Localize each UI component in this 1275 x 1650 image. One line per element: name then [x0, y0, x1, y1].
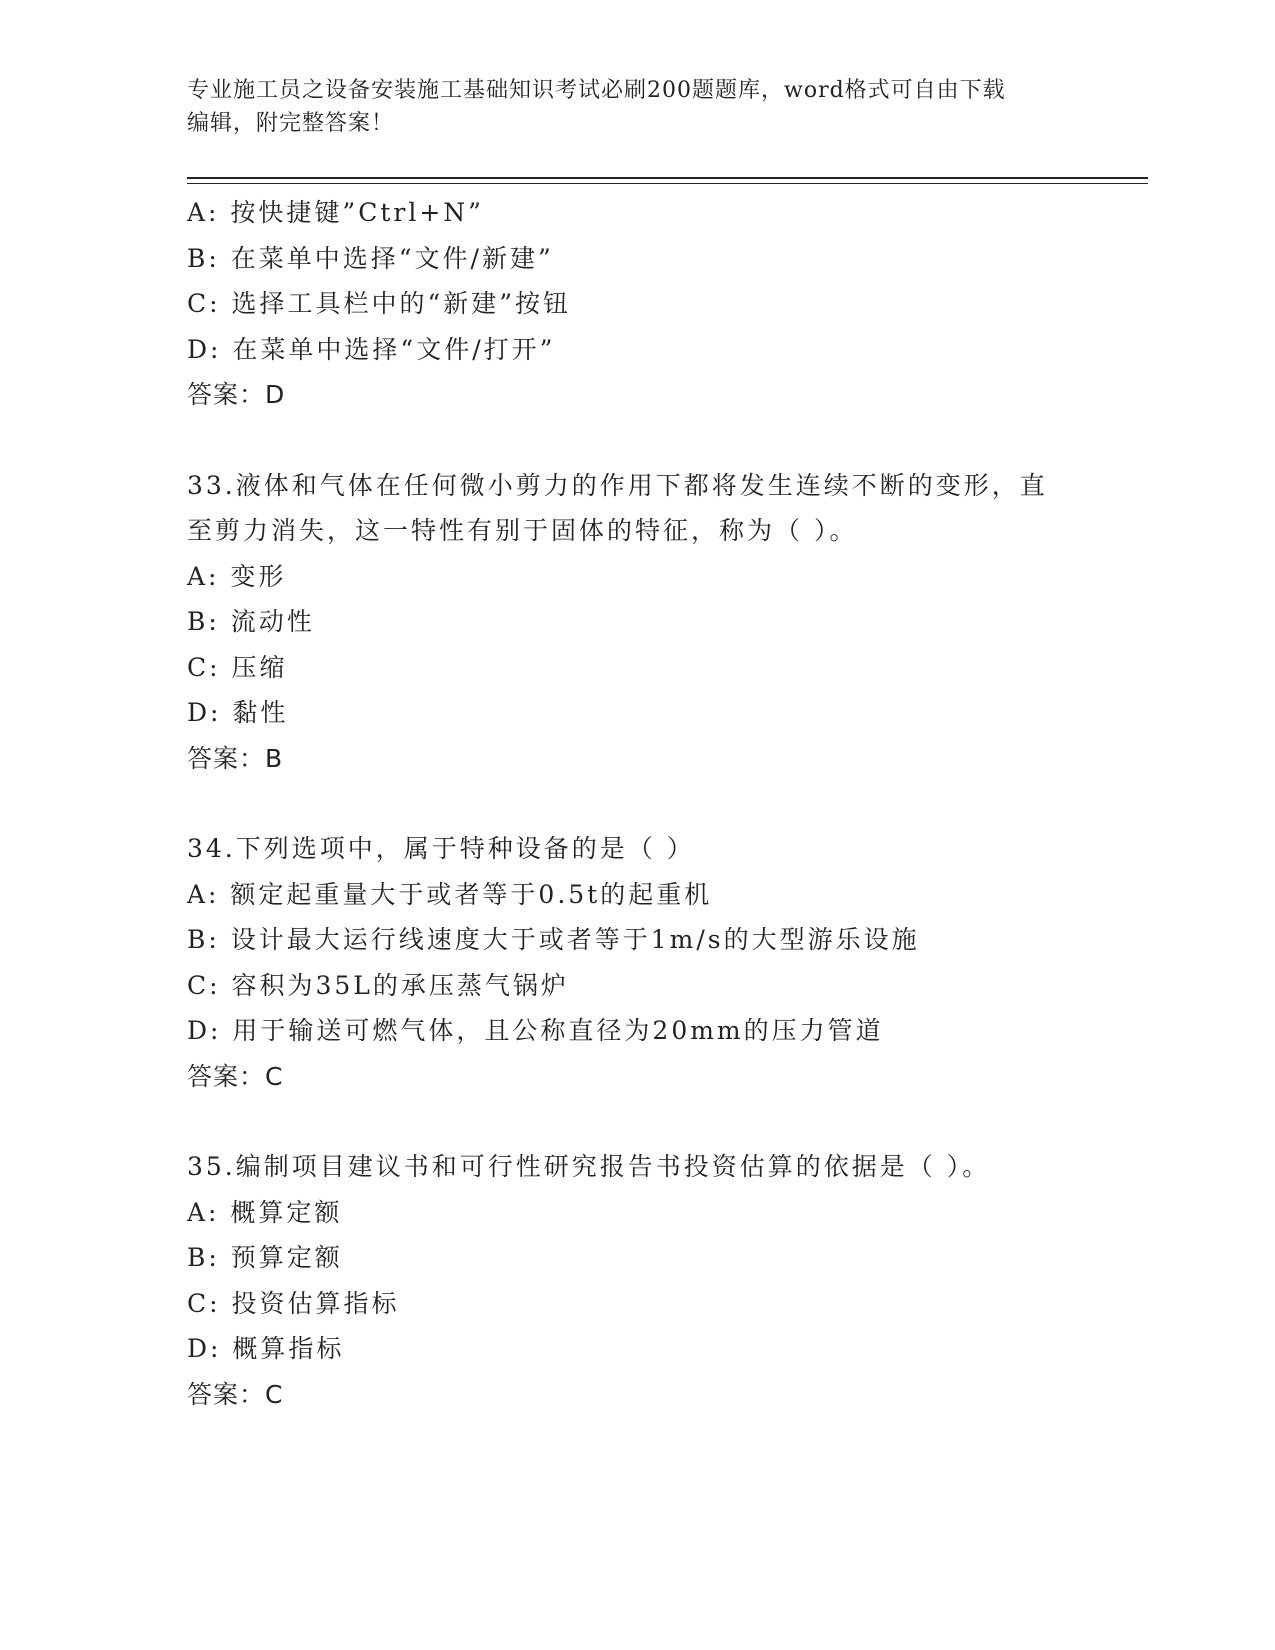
q35-stem: 35.编制项目建议书和可行性研究报告书投资估算的依据是（ ）。: [187, 1152, 991, 1181]
q33-option-c: C: 压缩: [187, 652, 288, 682]
q33-answer: 答案：B: [187, 743, 284, 773]
q34-option-b: B: 设计最大运行线速度大于或者等于1m/s的大型游乐设施: [187, 925, 920, 954]
q32-option-c: C: 选择工具栏中的“新建”按钮: [187, 289, 572, 318]
question-34: [187, 826, 1087, 1099]
q34-option-d: D: 用于输送可燃气体，且公称直径为20mm的压力管道: [187, 1016, 884, 1045]
q35-option-c: C: 投资估算指标: [187, 1288, 400, 1318]
question-spacer: [187, 418, 1087, 463]
question-spacer: [187, 781, 1087, 826]
q33-option-a: A: 变形: [187, 561, 287, 591]
question-32: [187, 190, 1087, 418]
question-spacer: [187, 1099, 1087, 1144]
header-title-line-2: 编辑，附完整答案！: [187, 111, 395, 136]
q33-stem-line-2: 至剪力消失，这一特性有别于固体的特征，称为（ ）。: [187, 516, 858, 545]
q33-stem-line-1: 33.液体和气体在任何微小剪力的作用下都将发生连续不断的变形，直: [187, 470, 1048, 500]
q32-option-d: D: 在菜单中选择“文件/打开”: [187, 334, 556, 364]
header-divider-thick: [187, 177, 1148, 179]
q32-answer: 答案：D: [187, 380, 286, 409]
q34-answer: 答案：C: [187, 1061, 284, 1091]
question-35: [187, 1144, 1087, 1417]
q34-stem: 34.下列选项中，属于特种设备的是（ ）: [187, 834, 695, 863]
header-title-line-1: 专业施工员之设备安装施工基础知识考试必刷200题题库，word格式可自由下载: [187, 78, 1006, 103]
q32-option-a: A: 按快捷键”Ctrl+N”: [187, 198, 484, 227]
q32-option-b: B: 在菜单中选择“文件/新建”: [187, 243, 554, 273]
q34-option-a: A: 额定起重量大于或者等于0.5t的起重机: [187, 879, 713, 909]
q35-option-d: D: 概算指标: [187, 1334, 345, 1363]
q33-option-d: D: 黏性: [187, 698, 289, 727]
question-list: [187, 190, 1087, 1417]
q35-option-b: B: 预算定额: [187, 1243, 343, 1272]
document-header: [187, 74, 1087, 140]
question-33: [187, 463, 1087, 782]
q34-option-c: C: 容积为35L的承压蒸气锅炉: [187, 970, 569, 1000]
q35-option-a: A: 概算定额: [187, 1197, 343, 1227]
q33-option-b: B: 流动性: [187, 607, 315, 636]
header-divider-thin: [187, 183, 1148, 184]
q35-answer: 答案：C: [187, 1379, 284, 1409]
